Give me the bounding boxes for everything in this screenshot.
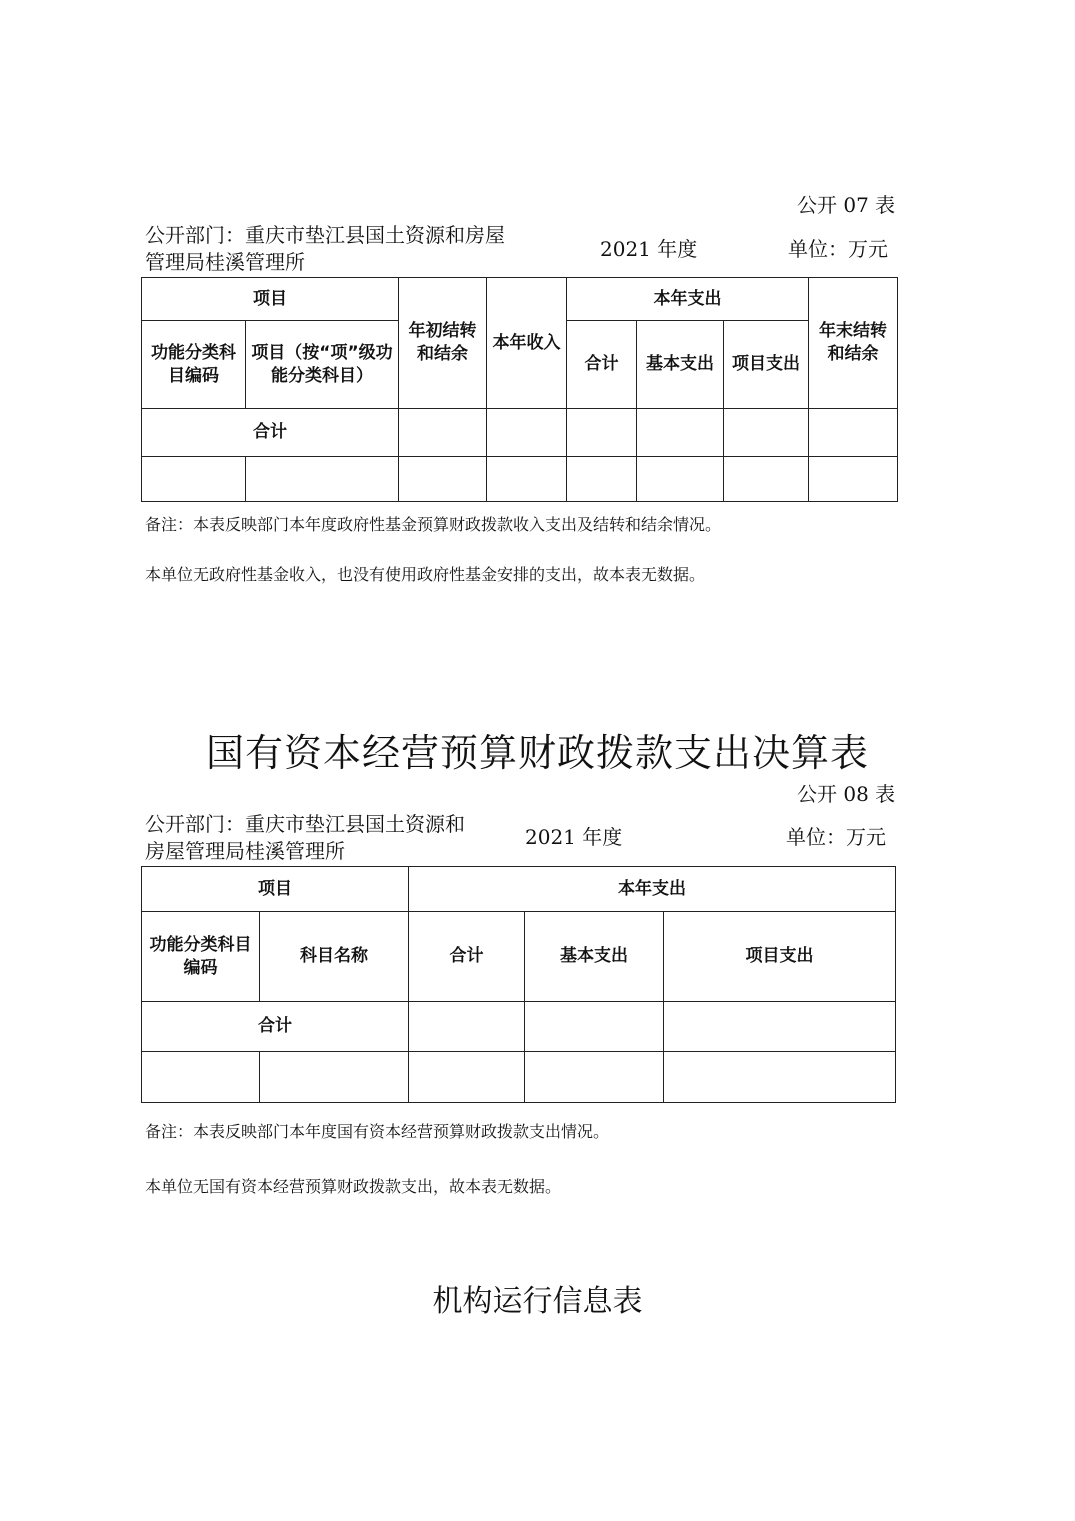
- table-cell: [637, 457, 724, 502]
- t08-header-item: 项目: [142, 867, 409, 912]
- t08-total-row-label: 合计: [142, 1002, 409, 1052]
- t07-header-expenditure: 本年支出: [567, 278, 809, 321]
- t07-header-total: 合计: [567, 321, 637, 409]
- t08-header-basic: 基本支出: [525, 912, 664, 1002]
- table07-code: 公开 07 表: [797, 193, 896, 217]
- table-cell: [409, 1052, 525, 1103]
- table08-note2: 本单位无国有资本经营预算财政拨款支出，故本表无数据。: [145, 1177, 562, 1196]
- t08-header-total: 合计: [409, 912, 525, 1002]
- t07-header-opening: 年初结转和结余: [399, 278, 487, 409]
- next-section-title: 机构运行信息表: [432, 1284, 643, 1319]
- table-cell: [567, 457, 637, 502]
- table-cell: [142, 457, 246, 502]
- table07-unit: 单位：万元: [788, 237, 888, 261]
- table-cell: [809, 457, 898, 502]
- table-cell: [525, 1052, 664, 1103]
- t07-header-item: 项目: [142, 278, 399, 321]
- table-cell: [409, 1002, 525, 1052]
- table07-note1: 备注：本表反映部门本年度政府性基金预算财政拨款收入支出及结转和结余情况。: [145, 515, 722, 534]
- t08-header-name: 科目名称: [260, 912, 409, 1002]
- table07-note2: 本单位无政府性基金收入，也没有使用政府性基金安排的支出，故本表无数据。: [145, 565, 706, 584]
- table-cell: [809, 409, 898, 457]
- t07-total-row-label: 合计: [142, 409, 399, 457]
- table08-year: 2021 年度: [525, 825, 623, 849]
- table-cell: [724, 457, 809, 502]
- table08-code: 公开 08 表: [797, 782, 896, 806]
- t07-header-closing: 年末结转和结余: [809, 278, 898, 409]
- t07-header-project: 项目支出: [724, 321, 809, 409]
- table08-dept-line1: 公开部门：重庆市垫江县国土资源和: [145, 812, 465, 836]
- table-cell: [525, 1002, 664, 1052]
- table08-title: 国有资本经营预算财政拨款支出决算表: [205, 731, 869, 775]
- table-cell: [664, 1052, 896, 1103]
- table08-dept-line2: 房屋管理局桂溪管理所: [145, 839, 345, 863]
- table-cell: [487, 457, 567, 502]
- table08: [141, 866, 896, 1103]
- t08-header-code: 功能分类科目编码: [142, 912, 260, 1002]
- table-cell: [260, 1052, 409, 1103]
- table-cell: [567, 409, 637, 457]
- table-cell: [724, 409, 809, 457]
- t07-header-name: 项目（按“项”级功能分类科目）: [246, 321, 399, 409]
- t07-header-basic: 基本支出: [637, 321, 724, 409]
- table-cell: [487, 409, 567, 457]
- table08-note1: 备注：本表反映部门本年度国有资本经营预算财政拨款支出情况。: [145, 1122, 610, 1141]
- table-cell: [399, 409, 487, 457]
- table07-dept-line2: 管理局桂溪管理所: [145, 250, 305, 274]
- table07-dept-line1: 公开部门：重庆市垫江县国土资源和房屋: [145, 223, 505, 247]
- table-cell: [142, 1052, 260, 1103]
- table07: [141, 277, 898, 502]
- table-cell: [399, 457, 487, 502]
- t07-header-code: 功能分类科目编码: [142, 321, 246, 409]
- table-cell: [664, 1002, 896, 1052]
- table-cell: [637, 409, 724, 457]
- table-cell: [246, 457, 399, 502]
- t07-header-income: 本年收入: [487, 278, 567, 409]
- t08-header-project: 项目支出: [664, 912, 896, 1002]
- table07-year: 2021 年度: [600, 237, 698, 261]
- t08-header-expenditure: 本年支出: [409, 867, 896, 912]
- table08-unit: 单位：万元: [786, 825, 886, 849]
